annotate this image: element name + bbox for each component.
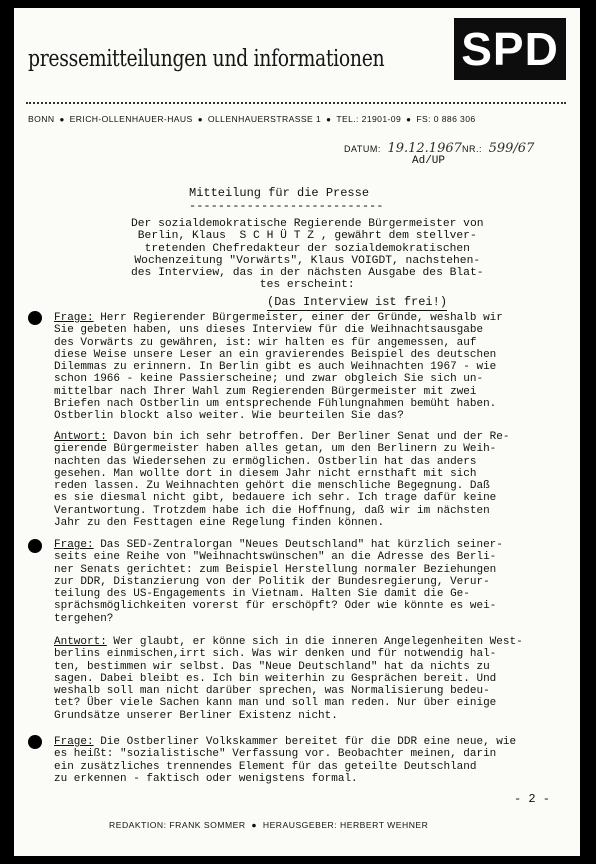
question-text: Das SED-Zentralorgan "Neues Deutschland" hat kürzlich seiner- seits eine Reihe von "Weihnachtswünschen" an die Adresse des Berli- ner Senats gerichtet: zum Beispiel Herstellung normaler Beziehungen zur DDR, Distanzierung von der Politik der Bundesregierung, Verur- teilung des US-Engagements in Vietnam. Halten Sie damit die Ge- sprächsmöglichkeiten vorerst für erschöpft? Oder wie könnte es wei- tergehen? — [54, 539, 503, 625]
bullet-separator-icon: ● — [248, 820, 260, 830]
address-telephone: TEL.: 21901-09 — [336, 114, 402, 124]
date-label: DATUM: — [344, 144, 381, 154]
margin-bullet-icon — [28, 735, 42, 749]
spd-logo: SPD — [454, 18, 566, 80]
question-label: Frage: — [54, 736, 94, 748]
footer-editor: REDAKTION: FRANK SOMMER — [109, 820, 246, 830]
question-label: Frage: — [54, 312, 94, 324]
press-release-page — [14, 8, 580, 856]
bullet-separator-icon: ● — [326, 114, 332, 124]
number-label: NR.: — [462, 144, 482, 154]
address-city: BONN — [28, 114, 55, 124]
number-field — [462, 141, 534, 156]
page-number: - 2 - — [514, 792, 551, 806]
answer-label: Antwort: — [54, 431, 107, 443]
lead-paragraph: Der sozialdemokratische Regierende Bürgermeister von Berlin, Klaus S C H Ü T Z , gewährt dem stellver- tretenden Chefredakteur der sozialdemokratischen Wochenzeitung "Vorwärts", Klaus VOIGDT, nachstehen- des Interview, das in der nächsten Ausgabe des Blat- tes erscheint: — [131, 218, 484, 292]
document-title-underline: --------------------------- — [189, 199, 384, 213]
bullet-separator-icon: ● — [406, 114, 412, 124]
header-divider — [26, 102, 566, 104]
question-label: Frage: — [54, 539, 94, 551]
question-2 — [54, 539, 503, 625]
document-title: Mitteilung für die Presse — [189, 186, 370, 200]
address-building: ERICH-OLLENHAUER-HAUS — [69, 114, 193, 124]
answer-label: Antwort: — [54, 636, 107, 648]
margin-bullet-icon — [28, 311, 42, 325]
address-line — [28, 114, 568, 124]
footer-publisher: HERAUSGEBER: HERBERT WEHNER — [262, 820, 429, 830]
release-note: (Das Interview ist frei!) — [267, 295, 448, 309]
question-3 — [54, 736, 516, 785]
date-field — [344, 141, 462, 156]
question-1 — [54, 312, 503, 422]
question-text: Herr Regierender Bürgermeister, einer der Gründe, weshalb wir Sie gebeten haben, uns dieses Interview für die Weihnachtsausgabe des Vorwärts zu gewähren, ist: wir halten es für angemessen, auf diese Weise unsere Leser an ein gravierendes Beispiel des deutschen Dilemmas zu erinnern. In Berlin gibt es auch Weihnachten 1967 - wie schon 1966 - keine Passierscheine; und zwar obgleich Sie sich un- mittelbar nach Ihrer Wahl zum Regierenden Bürgermeister mit zwei Briefen nach Ostberlin um entsprechende Fühlungnahmen bemüht haben. Ostberlin blockt also weiter. Wie beurteilen Sie das? — [54, 312, 503, 422]
answer-text: Davon bin ich sehr betroffen. Der Berliner Senat und der Re- gierende Bürgermeister haben alles getan, um den Berlinern zu Weih- nachten das Wiedersehen zu ermöglichen. Ostberlin hat das anders gesehen. Man wollte dort in diesem Jahr nicht ernsthaft mit sich reden lassen. Zu Weihnachten gehört die menschliche Begegnung. Daß es sie diesmal nicht gibt, bedauere ich sehr. Ich trage dafür keine Verantwortung. Trotzdem habe ich die Hoffnung, daß wir im nächsten Jahr zu den Festtagen eine Regelung finden können. — [54, 431, 510, 529]
bullet-separator-icon: ● — [59, 114, 65, 124]
bullet-separator-icon: ● — [197, 114, 203, 124]
answer-text: Wer glaubt, er könne sich in die inneren Angelegenheiten West- berlins einmischen,irrt sich. Was wir denken und für notwendig hal- ten, bestimmen wir selbst. Das "Neue Deutschland" hat da nichts zu sagen. Dabei bleibt es. Ich bin weiterhin zu Gesprächen bereit. Und weshalb soll man nicht darüber sprechen, was Normalisierung bedeu- tet? Über viele Sachen kann man und soll man reden. Nur über einige Grundsätze unserer Berliner Existenz nicht. — [54, 636, 523, 722]
date-value: 19.12.1967 — [387, 141, 462, 156]
answer-1 — [54, 431, 509, 529]
margin-bullet-icon — [28, 539, 42, 553]
address-street: OLLENHAUERSTRASSE 1 — [207, 114, 322, 124]
question-text: Die Ostberliner Volkskammer bereitet für die DDR eine neue, wie es heißt: "sozialistische" Verfassung vor. Beobachter meinen, darin ein zusätzliches trennendes Element für das geteilte Deutschland zu erkennen - faktisch oder wenigstens formal. — [54, 736, 517, 785]
number-value: 599/67 — [488, 141, 535, 156]
footer — [109, 820, 428, 830]
masthead-title: pressemitteilungen und informationen — [28, 46, 385, 72]
answer-2 — [54, 636, 523, 722]
address-telex: FS: 0 886 306 — [416, 114, 476, 124]
reference-code: Ad/UP — [412, 155, 446, 167]
